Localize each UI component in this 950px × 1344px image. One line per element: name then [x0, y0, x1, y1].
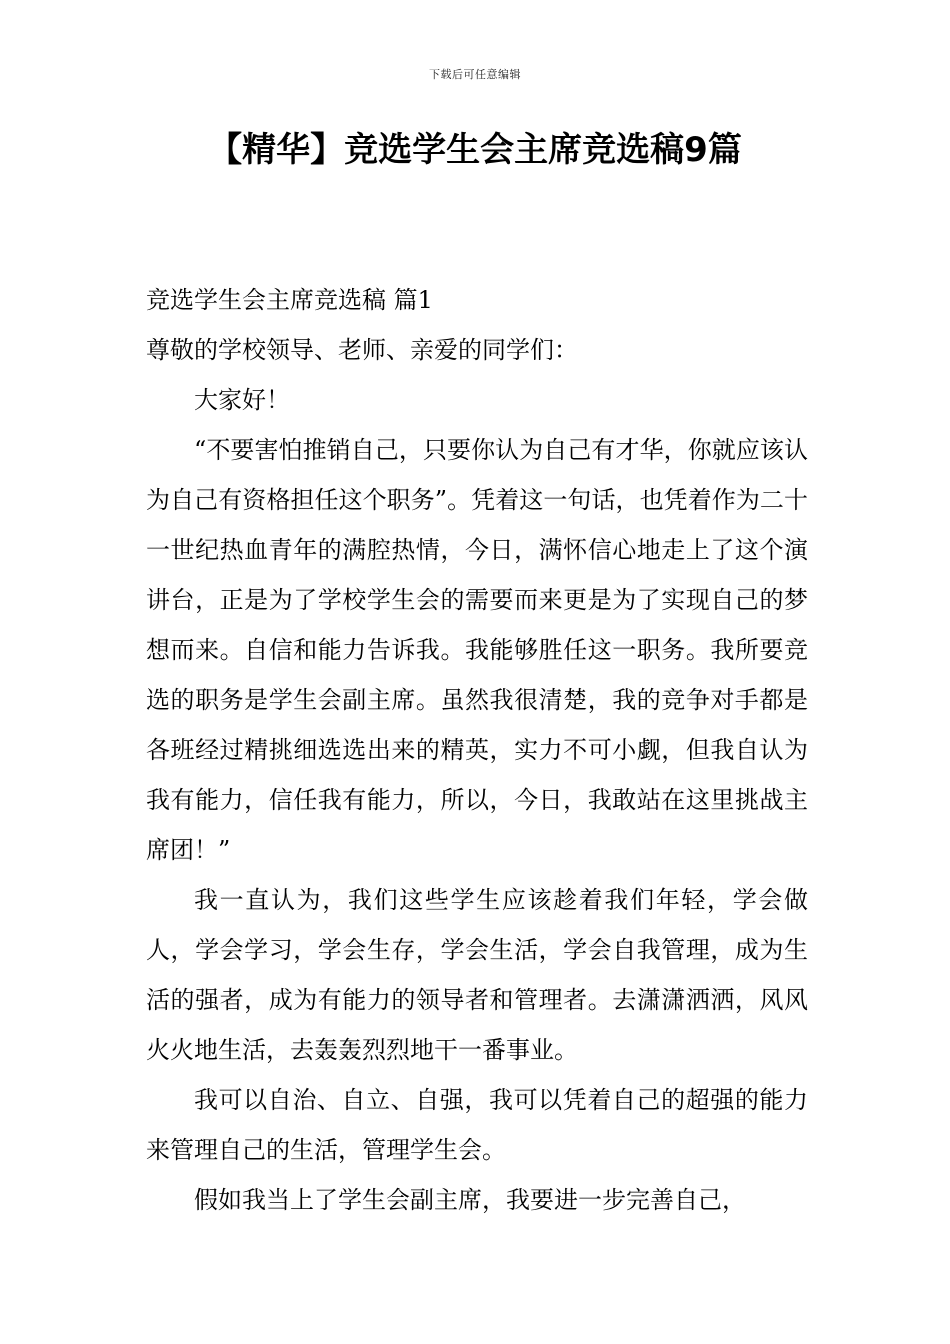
document-body — [146, 275, 808, 1225]
paragraph-belief: 我一直认为，我们这些学生应该趁着我们年轻，学会做人，学会学习，学会生存，学会生活，学会自我管理，成为生活的强者，成为有能力的领导者和管理者。去潇潇洒洒，风风火火地生活，去轰轰烈烈地干一番事业。 — [146, 886, 808, 1064]
paragraph-self-reliance: 我可以自治、自立、自强，我可以凭着自己的超强的能力来管理自己的生活，管理学生会。 — [146, 1086, 808, 1164]
header-note: 下载后可任意编辑 — [429, 68, 521, 81]
salutation: 尊敬的学校领导、老师、亲爱的同学们： — [146, 336, 578, 364]
section-heading: 竞选学生会主席竞选稿 篇1 — [146, 286, 433, 314]
paragraph-motto: “不要害怕推销自己，只要你认为自己有才华，你就应该认为自己有资格担任这个职务”。凭着这一句话，也凭着作为二十一世纪热血青年的满腔热情，今日，满怀信心地走上了这个演讲台，正是为了学校学生会的需要而来更是为了实现自己的梦想而来。自信和能力告诉我。我能够胜任这一职务。我所要竞选的职务是学生会副主席。虽然我很清楚，我的竞争对手都是各班经过精挑细选选出来的精英，实力不可小觑，但我自认为我有能力，信任我有能力，所以，今日，我敢站在这里挑战主席团！” — [146, 436, 808, 864]
paragraph-greeting: 大家好！ — [194, 386, 290, 414]
document-title: 【精华】竞选学生会主席竞选稿9篇 — [208, 130, 742, 170]
paragraph-plan: 假如我当上了学生会副主席，我要进一步完善自己， — [194, 1186, 746, 1214]
